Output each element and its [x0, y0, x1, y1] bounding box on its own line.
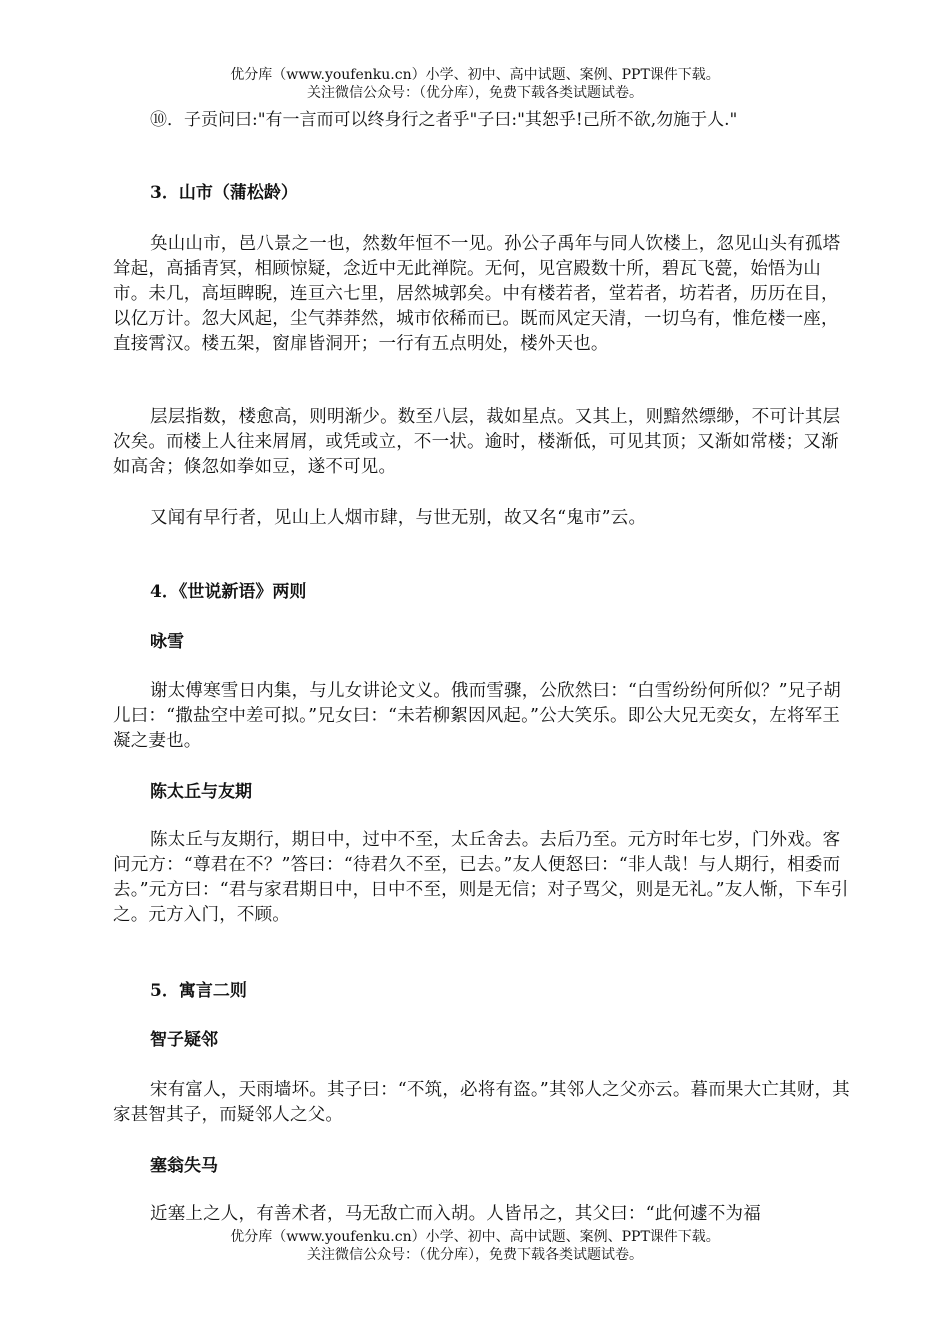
- section-4-subtitle-1: 咏雪: [150, 632, 184, 652]
- section-4-subtitle-2: 陈太丘与友期: [150, 782, 252, 802]
- section-5-subtitle-2: 塞翁失马: [150, 1156, 218, 1176]
- section-5-subtitle-1: 智子疑邻: [150, 1030, 218, 1050]
- header-line-2: 关注微信公众号：（优分库），免费下载各类试题试卷。: [307, 85, 643, 101]
- section-5-title: 5．寓言二则: [150, 981, 247, 1001]
- section-4-paragraph-2: 陈太丘与友期行，期日中，过中不至，太丘舍去。去后乃至。元方时年七岁，门外戏。客问元方：“尊君在不？”答曰：“待君久不至，已去。”友人便怒曰：“非人哉！与人期行，相委而去。”元方曰：“君与家君期日中，日中不至，则是无信；对子骂父，则是无礼。”友人惭，下车引之。元方入门，不顾。: [113, 830, 849, 925]
- header-line-1: 优分库（www.youfenku.cn）小学、初中、高中试题、案例、PPT课件下载。: [230, 67, 720, 83]
- page-footer: [0, 1228, 950, 1264]
- section-5-paragraph-2: 近塞上之人，有善术者，马无敌亡而入胡。人皆吊之，其父曰：“此何遽不为福: [150, 1204, 761, 1224]
- quote-10: ⑩．子贡问曰:"有一言而可以终身行之者乎"子曰:"其恕乎!己所不欲,勿施于人.": [150, 110, 738, 130]
- section-4-title: 4．《世说新语》两则: [150, 582, 307, 602]
- page-header: [0, 66, 950, 102]
- section-4-paragraph-1: 谢太傅寒雪日内集，与儿女讲论文义。俄而雪骤，公欣然曰：“白雪纷纷何所似？”兄子胡儿曰：“撒盐空中差可拟。”兄女曰：“未若柳絮因风起。”公大笑乐。即公大兄无奕女，左将军王凝之妻也。: [113, 681, 841, 751]
- footer-line-1: 优分库（www.youfenku.cn）小学、初中、高中试题、案例、PPT课件下载。: [230, 1229, 720, 1245]
- section-3-title: 3．山市（蒲松龄）: [150, 183, 298, 203]
- section-5-paragraph-1: 宋有富人，天雨墙坏。其子曰：“不筑，必将有盗。”其邻人之父亦云。暮而果大亡其财，其家甚智其子，而疑邻人之父。: [113, 1080, 850, 1125]
- section-3-paragraph-3: 又闻有早行者，见山上人烟市肆，与世无别，故又名“鬼市”云。: [150, 508, 647, 528]
- section-3-paragraph-2: 层层指数，楼愈高，则明渐少。数至八层，裁如星点。又其上，则黯然缥缈，不可计其层次矣。而楼上人往来屑屑，或凭或立，不一状。逾时，楼渐低，可见其顶；又渐如常楼；又渐如高舍；倏忽如拳如豆，遂不可见。: [113, 407, 841, 477]
- section-3-paragraph-1: 奂山山市，邑八景之一也，然数年恒不一见。孙公子禹年与同人饮楼上，忽见山头有孤塔耸起，高插青冥，相顾惊疑，念近中无此禅院。无何，见宫殿数十所，碧瓦飞甍，始悟为山市。未几，高垣睥睨，连亘六七里，居然城郭矣。中有楼若者，堂若者，坊若者，历历在目，以亿万计。忽大风起，尘气莽莽然，城市依稀而已。既而风定天清，一切乌有，惟危楼一座，直接霄汉。楼五架，窗扉皆洞开；一行有五点明处，楼外天也。: [113, 234, 841, 354]
- footer-line-2: 关注微信公众号：（优分库），免费下载各类试题试卷。: [307, 1247, 643, 1263]
